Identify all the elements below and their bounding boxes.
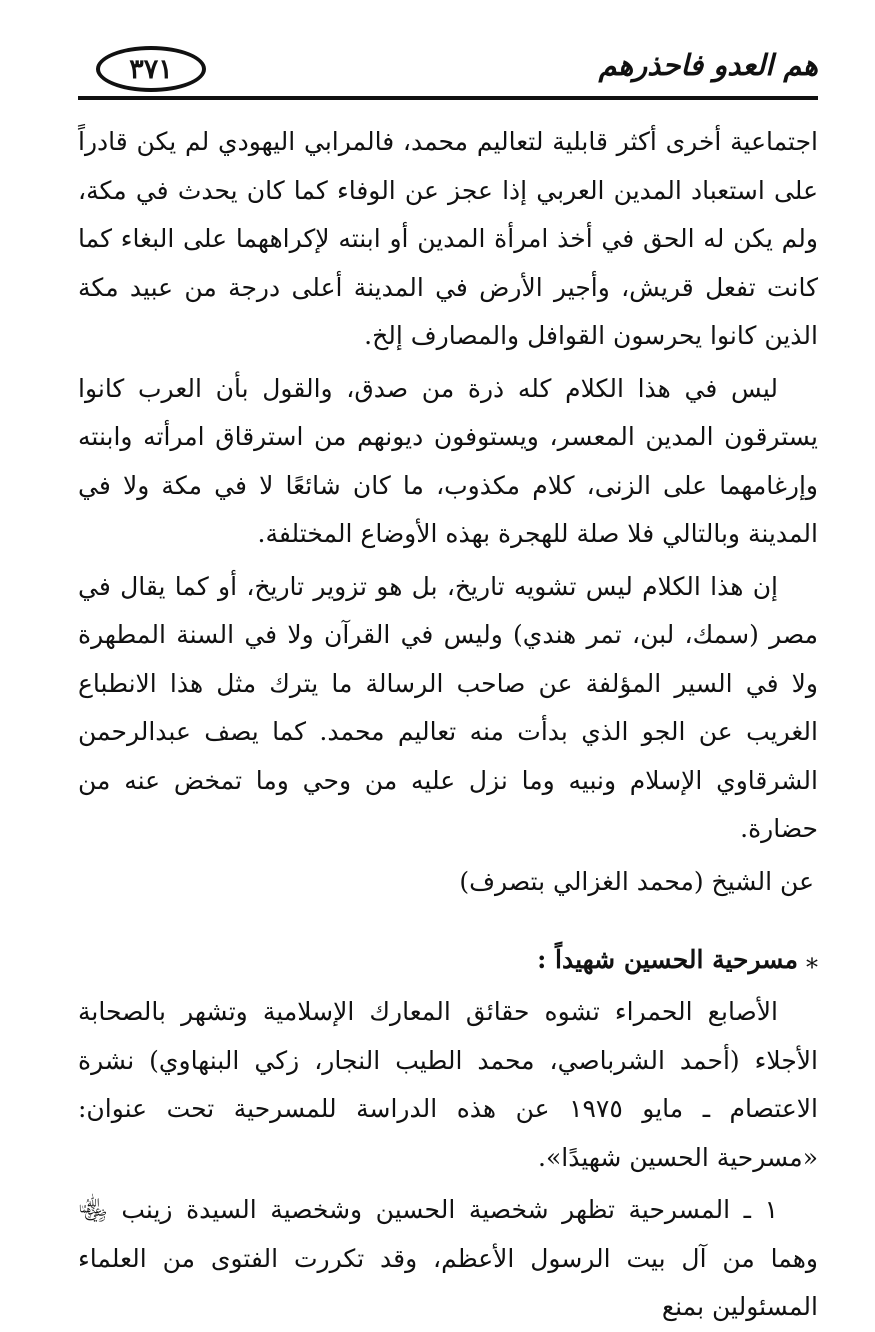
page-body <box>78 118 818 1332</box>
asterisk-icon: ⁎ <box>806 946 818 974</box>
paragraph: ١ ـ المسرحية تظهر شخصية الحسين وشخصية السيدة زينب ﵄ وهما من آل بيت الرسول الأعظم، وقد تكررت الفتوى من العلماء المسئولين بمنع <box>78 1195 818 1321</box>
section-heading <box>78 936 818 984</box>
header-rule <box>78 96 818 100</box>
page-header <box>78 40 818 112</box>
paragraph: اجتماعية أخرى أكثر قابلية لتعاليم محمد، فالمرابي اليهودي لم يكن قادراً على استعباد المدين العربي إذا عجز عن الوفاء كما كان يحدث في مكة، ولم يكن له الحق في أخذ امرأة المدين أو ابنته لإكراههما على البغاء كما كانت تفعل قريش، وأجير الأرض في المدينة أعلى درجة من عبيد مكة الذين كانوا يحرسون القوافل والمصارف إلخ. <box>78 127 818 350</box>
paragraph: ليس في هذا الكلام كله ذرة من صدق، والقول بأن العرب كانوا يسترقون المدين المعسر، ويستوفون ديونهم من استرقاق امرأته وابنته وإرغامهما على الزنى، كلام مكذوب، ما كان شائعًا لا في مكة ولا في المدينة وبالتالي فلا صلة للهجرة بهذه الأوضاع المختلفة. <box>78 373 818 548</box>
running-title: هم العدو فاحذرهم <box>598 48 818 82</box>
source-credit: عن الشيخ (محمد الغزالي بتصرف) <box>459 866 814 896</box>
paragraph: الأصابع الحمراء تشوه حقائق المعارك الإسلامية وتشهر بالصحابة الأجلاء (أحمد الشرباصي، محمد الطيب النجار، زكي البنهاوي) نشرة الاعتصام ـ مايو ١٩٧٥ عن هذه الدراسة للمسرحية تحت عنوان: «مسرحية الحسين شهيدًا». <box>78 997 818 1172</box>
page-number: ٣٧١ <box>96 46 206 92</box>
paragraph: إن هذا الكلام ليس تشويه تاريخ، بل هو تزوير تاريخ، أو كما يقال في مصر (سمك، لبن، تمر هندي) وليس في القرآن ولا في السنة المطهرة ولا في السير المؤلفة عن صاحب الرسالة ما يترك مثل هذا الانطباع الغريب عن الجو الذي بدأت منه تعاليم محمد. كما يصف عبدالرحمن الشرقاوي الإسلام ونبيه وما نزل عليه من وحي وما تمخض عنه من حضارة. <box>78 571 818 843</box>
section-heading-text: مسرحية الحسين شهيداً : <box>537 945 798 974</box>
